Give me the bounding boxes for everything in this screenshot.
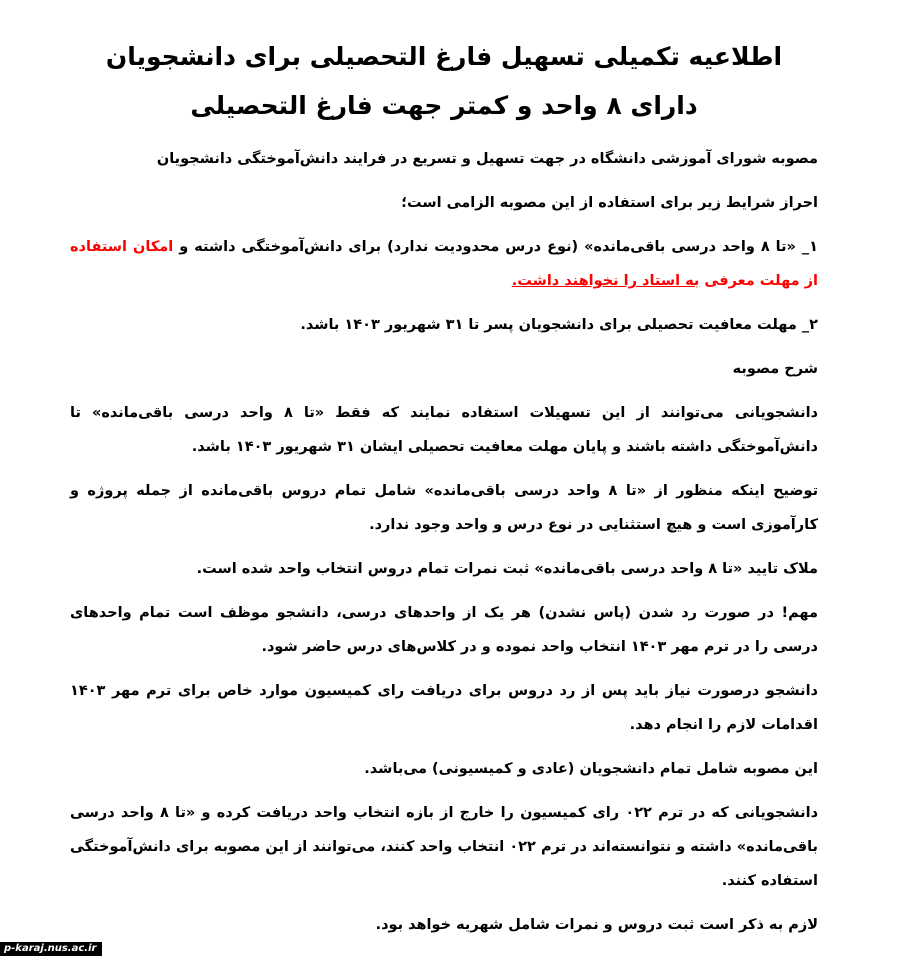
important-paragraph: مهم! در صورت رد شدن (پاس نشدن) هر یک از واحدهای درسی، دانشجو موظف است تمام واحدهای درسی را در ترم مهر ۱۴۰۳ انتخاب واحد نموده و در کلاس‌های درس حاضر شود. [70, 605, 818, 655]
intro-paragraph: مصوبه شورای آموزشی دانشگاه در جهت تسهیل و تسریع در فرایند دانش‌آموختگی دانشجویان [156, 151, 818, 167]
website-watermark: p-karaj.nus.ac.ir [0, 942, 102, 956]
requirement-item-1-highlight-b: به استاد را نخواهند داشت. [511, 273, 700, 289]
requirement-item-2: ۲_ مهلت معافیت تحصیلی برای دانشجویان پسر تا ۳۱ شهریور ۱۴۰۳ باشد. [300, 317, 818, 333]
description-heading: شرح مصوبه [732, 361, 818, 377]
description-paragraph-3: ملاک تایید «تا ۸ واحد درسی باقی‌مانده» ثبت نمرات تمام دروس انتخاب واحد شده است. [196, 561, 818, 577]
description-paragraph-6: این مصوبه شامل تمام دانشجویان (عادی و کمیسیونی) می‌باشد. [364, 761, 818, 777]
requirements-heading: احراز شرایط زیر برای استفاده از این مصوبه الزامی است؛ [401, 195, 818, 211]
description-paragraph-1: دانشجویانی می‌توانند از این تسهیلات استفاده نمایند که فقط «تا ۸ واحد درسی باقی‌مانده» تا دانش‌آموختگی داشته باشند و پایان مهلت معافیت تحصیلی ایشان ۳۱ شهریور ۱۴۰۳ باشد. [70, 405, 818, 455]
requirement-item-1-text: ۱_ «تا ۸ واحد درسی باقی‌مانده» (نوع درس محدودیت ندارد) برای دانش‌آموختگی داشته و [173, 239, 819, 255]
description-paragraph-5: دانشجو درصورت نیاز باید پس از رد دروس برای دریافت رای کمیسیون موارد خاص برای ترم مهر ۱۴۰۳ اقدامات لازم را انجام دهد. [70, 683, 818, 733]
description-paragraph-7: دانشجویانی که در ترم ۰۲۲ رای کمیسیون را خارج از بازه انتخاب واحد دریافت کرده و «تا ۸ واحد درسی باقی‌مانده» داشته و نتوانسته‌اند در ترم ۰۲۲ انتخاب واحد کنند، می‌توانند از این مصوبه برای دانش‌آموختگی استفاده کنند. [70, 805, 819, 889]
requirement-item-1 [70, 230, 818, 298]
announcement-title: اطلاعیه تکمیلی تسهیل فارغ التحصیلی برای دانشجویان دارای ۸ واحد و کمتر جهت فارغ التحصیلی [105, 42, 783, 120]
description-paragraph-8: لازم به ذکر است ثبت دروس و نمرات شامل شهریه خواهد بود. [375, 917, 818, 933]
description-paragraph-2: توضیح اینکه منظور از «تا ۸ واحد درسی باقی‌مانده» شامل تمام دروس باقی‌مانده از جمله پروژه و کارآموزی است و هیچ استثنایی در نوع درس و واحد وجود ندارد. [70, 483, 819, 533]
requirement-item-1-highlight-a: امکان استفاده از مهلت معرفی [70, 239, 818, 289]
